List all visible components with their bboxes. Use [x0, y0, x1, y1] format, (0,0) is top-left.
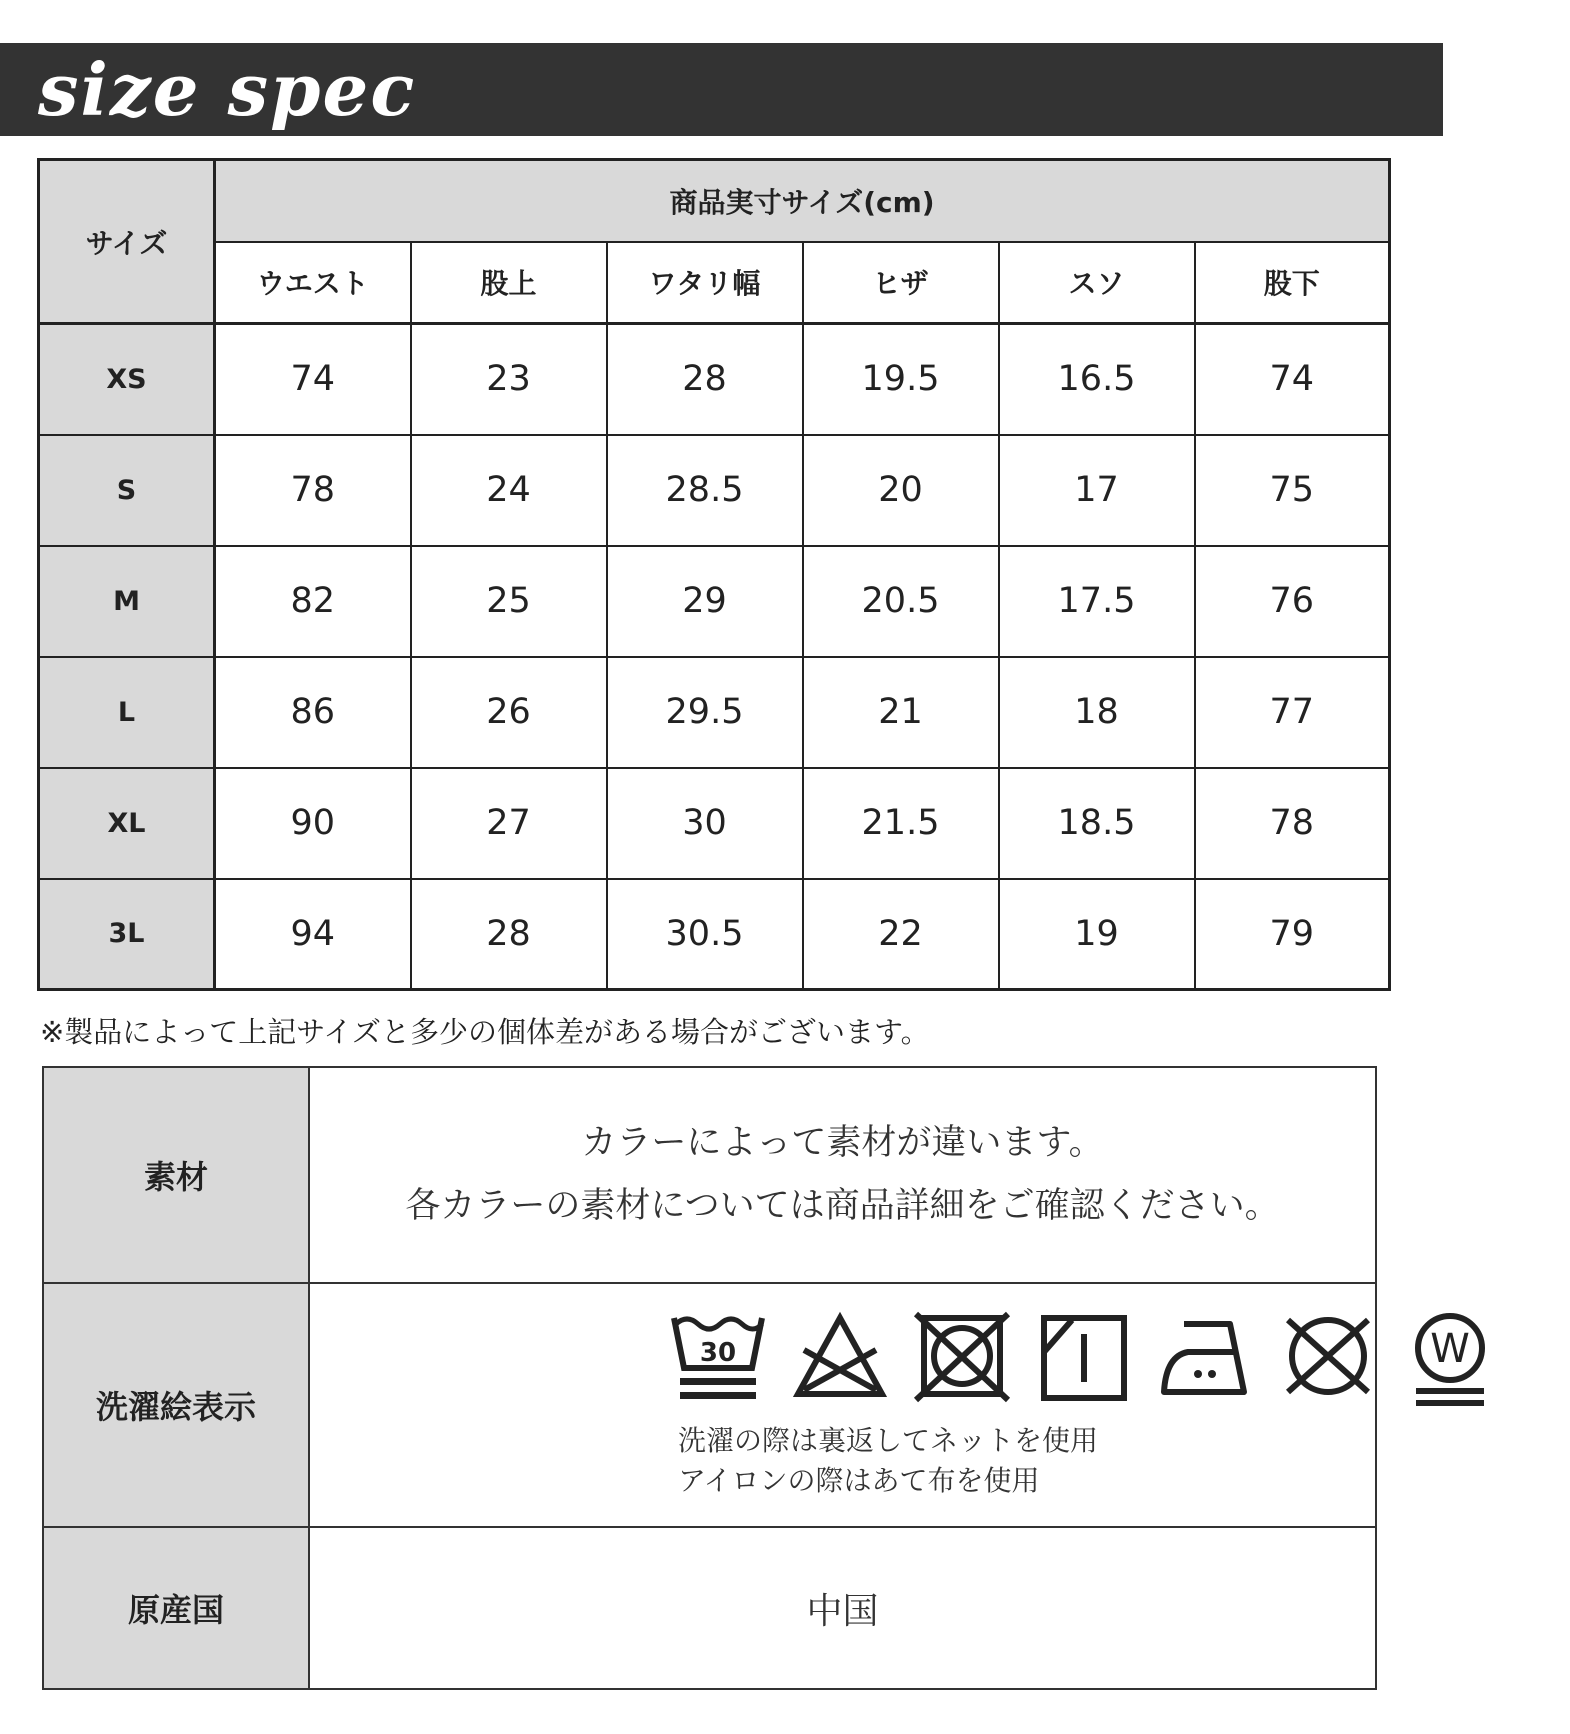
table-cell: 22 [803, 879, 999, 990]
drip-dry-icon [1036, 1312, 1132, 1402]
table-cell: 78 [215, 435, 411, 546]
column-header: ヒザ [803, 242, 999, 324]
column-header: 股上 [411, 242, 607, 324]
care-content [309, 1283, 1470, 1527]
size-label: 3L [39, 879, 215, 990]
table-cell: 26 [411, 657, 607, 768]
table-cell: 30 [607, 768, 803, 879]
column-header: ワタリ幅 [607, 242, 803, 324]
no-bleach-icon [792, 1312, 888, 1402]
table-cell: 90 [215, 768, 411, 879]
table-row [39, 879, 1390, 990]
table-cell: 27 [411, 768, 607, 879]
care-label: 洗濯絵表示 [43, 1283, 309, 1527]
table-cell: 19 [999, 879, 1195, 990]
size-label: XS [39, 324, 215, 435]
material-line: カラーによって素材が違います。 [581, 1123, 1104, 1163]
origin-label: 原産国 [43, 1527, 309, 1689]
no-tumble-dry-icon [914, 1312, 1010, 1402]
column-header: ウエスト [215, 242, 411, 324]
table-cell: 16.5 [999, 324, 1195, 435]
table-cell: 94 [215, 879, 411, 990]
material-line: 各カラーの素材については商品詳細をご確認ください。 [405, 1186, 1280, 1226]
table-cell: 77 [1195, 657, 1390, 768]
wash-temp: 30 [699, 1338, 737, 1368]
origin-value: 中国 [309, 1527, 1376, 1689]
column-header: スソ [999, 242, 1195, 324]
table-row [39, 657, 1390, 768]
table-cell: 17 [999, 435, 1195, 546]
table-row [39, 546, 1390, 657]
title-banner [0, 43, 1443, 136]
table-cell: 28 [607, 324, 803, 435]
care-icons [670, 1312, 1570, 1412]
no-dry-clean-icon [1280, 1312, 1376, 1402]
iron-medium-icon [1158, 1312, 1254, 1402]
table-cell: 79 [1195, 879, 1390, 990]
table-cell: 74 [215, 324, 411, 435]
table-cell: 17.5 [999, 546, 1195, 657]
table-cell: 29 [607, 546, 803, 657]
size-table [37, 158, 1391, 991]
care-note: 洗濯の際は裏返してネットを使用 [678, 1424, 1099, 1457]
table-cell: 21.5 [803, 768, 999, 879]
table-row [39, 324, 1390, 435]
group-header: 商品実寸サイズ(cm) [215, 160, 1390, 242]
table-cell: 19.5 [803, 324, 999, 435]
table-cell: 21 [803, 657, 999, 768]
table-cell: 78 [1195, 768, 1390, 879]
wash-30-icon [670, 1312, 766, 1402]
care-note: アイロンの際はあて布を使用 [678, 1464, 1040, 1497]
size-label: S [39, 435, 215, 546]
material-label: 素材 [43, 1067, 309, 1283]
size-note: ※製品によって上記サイズと多少の個体差がある場合がございます。 [40, 1015, 930, 1049]
table-cell: 18 [999, 657, 1195, 768]
size-label: M [39, 546, 215, 657]
table-cell: 18.5 [999, 768, 1195, 879]
material-description [309, 1067, 1376, 1283]
table-cell: 86 [215, 657, 411, 768]
wet-clean-icon [1402, 1312, 1498, 1408]
page-title: size spec [38, 47, 417, 132]
info-table [42, 1066, 1470, 1690]
table-cell: 23 [411, 324, 607, 435]
table-cell: 75 [1195, 435, 1390, 546]
size-label: XL [39, 768, 215, 879]
table-row [39, 435, 1390, 546]
table-cell: 29.5 [607, 657, 803, 768]
table-cell: 28.5 [607, 435, 803, 546]
table-cell: 24 [411, 435, 607, 546]
size-label: L [39, 657, 215, 768]
column-header: 股下 [1195, 242, 1390, 324]
care-notes [678, 1421, 1098, 1501]
table-cell: 74 [1195, 324, 1390, 435]
table-cell: 82 [215, 546, 411, 657]
wet-clean-letter: W [1430, 1326, 1470, 1372]
table-cell: 28 [411, 879, 607, 990]
table-row [39, 768, 1390, 879]
table-cell: 76 [1195, 546, 1390, 657]
table-cell: 20 [803, 435, 999, 546]
table-cell: 25 [411, 546, 607, 657]
size-header: サイズ [39, 160, 215, 324]
table-cell: 30.5 [607, 879, 803, 990]
table-cell: 20.5 [803, 546, 999, 657]
